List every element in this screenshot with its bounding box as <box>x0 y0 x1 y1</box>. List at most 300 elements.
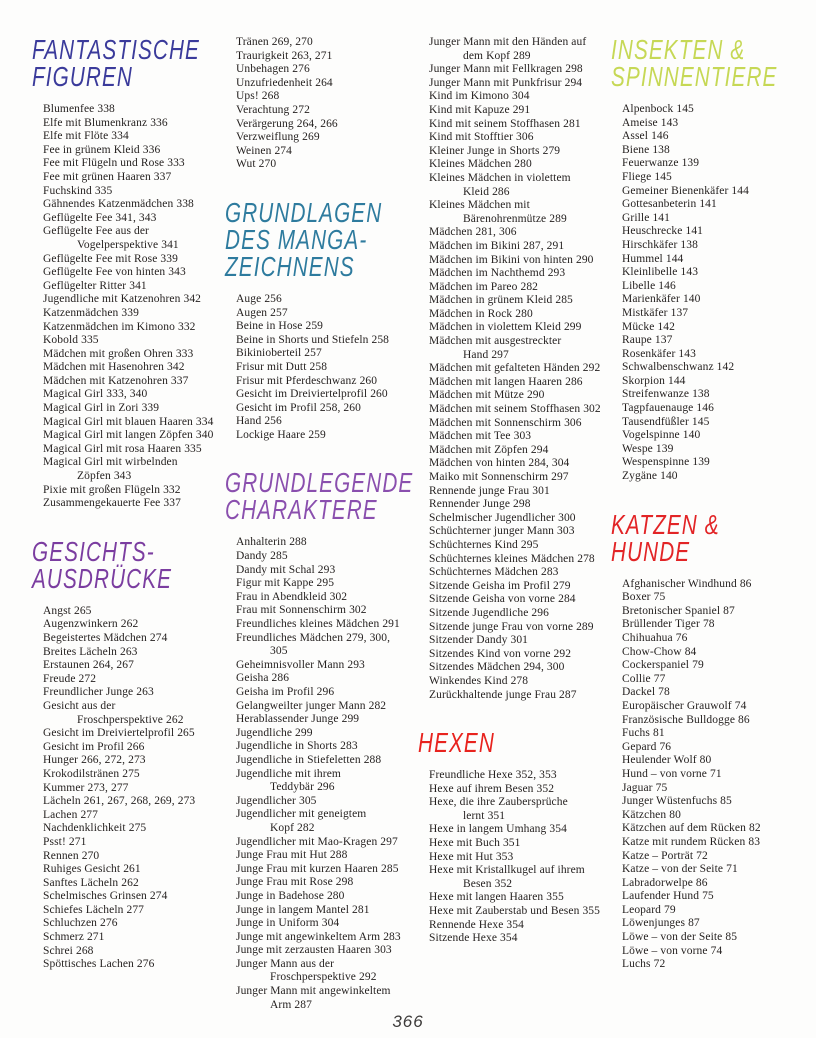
entry-pages: 305 <box>298 794 317 807</box>
index-entry <box>236 863 408 877</box>
entry-label: Gesicht im Dreiviertelprofil <box>236 388 368 401</box>
index-entry <box>622 429 794 443</box>
entry-pages: 263 <box>136 686 154 699</box>
index-entry <box>429 566 601 580</box>
entry-label: Schüchternes Mädchen <box>429 566 538 579</box>
entry-pages: 264, 267 <box>92 659 134 672</box>
entry-label: Lockige Haare <box>236 428 306 441</box>
index-entry <box>622 877 794 891</box>
index-entry <box>622 809 794 823</box>
entry-pages: 85 <box>725 931 738 944</box>
index-entry <box>43 361 215 375</box>
entry-label: Junge mit angewinkeltem Arm <box>236 930 381 943</box>
entry-pages: 293 <box>547 267 566 280</box>
index-entry <box>43 673 215 687</box>
entry-label: Junger Mann mit Fellkragen <box>429 63 563 76</box>
index-entry <box>43 266 215 280</box>
entry-label: Junger Wüstenfuchs <box>622 795 718 808</box>
entry-pages: 261 <box>123 863 141 876</box>
entry-pages: 76 <box>659 740 672 753</box>
entry-pages: 265 <box>177 727 195 740</box>
entry-label: Traurigkeit <box>236 49 289 62</box>
entry-pages: 271 <box>68 835 87 848</box>
index-entry <box>429 321 601 335</box>
index-entry <box>429 837 601 851</box>
entry-label: Hexe mit Hut <box>429 850 493 863</box>
entry-pages: 353 <box>495 850 514 863</box>
index-entry <box>622 958 794 972</box>
section-heading <box>611 508 794 567</box>
entry-label: Zusammengekauerte Fee <box>43 497 161 510</box>
entry-pages: 139 <box>692 456 710 469</box>
index-entry <box>236 904 408 918</box>
index-entry <box>43 836 215 850</box>
index-entry <box>429 471 601 485</box>
entry-pages: 75 <box>653 591 666 604</box>
entry-label: Frau mit Sonnenschirm <box>236 604 347 617</box>
entry-label: Fliege <box>622 170 652 183</box>
index-entry <box>622 348 794 362</box>
entry-label: Rosenkäfer <box>622 347 676 360</box>
index-entry <box>236 727 408 741</box>
entry-label: Jugendliche mit ihrem Teddybär <box>236 767 341 794</box>
index-entry <box>622 185 794 199</box>
entry-pages: 355 <box>582 905 601 918</box>
entry-pages: 335 <box>81 334 99 347</box>
index-entry <box>429 226 601 240</box>
entry-label: Rennender Junge <box>429 498 511 511</box>
index-entry <box>43 754 215 768</box>
entry-pages: 333 <box>175 347 194 360</box>
entry-label: Wespenspinne <box>622 456 690 469</box>
entry-pages: 258 <box>309 360 328 373</box>
entry-label: Gemeiner Bienenkäfer <box>622 184 729 197</box>
index-entry <box>429 512 601 526</box>
entry-pages: 279 <box>542 144 561 157</box>
entry-pages: 287 <box>294 998 312 1011</box>
index-entry <box>43 741 215 755</box>
entry-pages: 283 <box>540 566 559 579</box>
entry-pages: 292 <box>359 971 377 984</box>
entry-pages: 288 <box>289 536 307 549</box>
index-column-2 <box>225 36 414 1012</box>
section-heading-line: GESICHTS- <box>32 535 155 567</box>
page-footer <box>34 1012 796 1038</box>
entry-label: Elfe mit Blumenkranz <box>43 116 148 129</box>
index-entry <box>43 497 215 511</box>
entry-pages: 74 <box>710 944 723 957</box>
index-entry <box>429 430 601 444</box>
entry-pages: 83 <box>748 835 761 848</box>
entry-label: Mädchen im Nachthemd <box>429 267 545 280</box>
entry-label: Augenzwinkern <box>43 618 118 631</box>
entry-label: Begeistertes Mädchen <box>43 632 147 644</box>
index-entry <box>43 850 215 864</box>
entry-pages: 283 <box>340 740 358 753</box>
index-entry <box>429 281 601 295</box>
entry-pages: 355 <box>546 891 564 904</box>
entry-pages: 137 <box>654 334 673 347</box>
index-entry <box>43 375 215 389</box>
entry-label: Kätzchen <box>622 808 667 821</box>
entry-label: Geisha <box>236 672 269 685</box>
entry-label: Frau in Abendkleid <box>236 590 327 603</box>
entry-label: Wut <box>236 158 256 171</box>
entry-pages: 269, 270 <box>271 36 313 48</box>
entry-pages: 140 <box>660 470 678 483</box>
entry-label: Junge in langem Mantel <box>236 903 350 916</box>
index-entry <box>429 240 601 254</box>
entry-label: Streifenwanze <box>622 388 690 401</box>
entry-pages: 261, 267, 268, 269, 273 <box>83 795 196 808</box>
entry-label: Ruhiges Gesicht <box>43 863 121 876</box>
entry-list <box>613 578 794 972</box>
entry-label: Grille <box>622 211 650 224</box>
index-entry <box>236 550 408 564</box>
entry-label: Bikinioberteil <box>236 347 302 360</box>
entry-pages: 284, 304 <box>528 457 570 470</box>
entry-pages: 79 <box>692 659 704 672</box>
entry-pages: 304 <box>321 917 340 930</box>
index-entry <box>429 254 601 268</box>
entry-pages: 300 <box>558 511 576 524</box>
index-entry <box>43 225 215 252</box>
entry-pages: 78 <box>658 686 670 699</box>
entry-pages: 141 <box>685 225 704 238</box>
index-entry <box>429 932 601 946</box>
index-entry <box>236 104 408 118</box>
entry-pages: 139 <box>655 442 674 455</box>
index-entry <box>43 429 215 443</box>
entry-label: Katzenmädchen im Kimono <box>43 320 175 333</box>
index-entry <box>43 686 215 700</box>
entry-pages: 138 <box>680 238 698 251</box>
entry-list <box>227 36 408 172</box>
entry-pages: 260 <box>359 374 378 387</box>
entry-pages: 351 <box>487 809 506 822</box>
entry-pages: 269 <box>302 131 320 144</box>
entry-label: Blumenfee <box>43 103 95 115</box>
index-entry <box>43 293 215 307</box>
entry-pages: 274 <box>274 144 292 157</box>
entry-pages: 257 <box>304 347 322 360</box>
entry-label: Magical Girl in Zori <box>43 402 139 415</box>
entry-pages: 279, 300, 305 <box>270 631 391 658</box>
entry-label: Kleinlibelle <box>622 266 678 279</box>
entry-pages: 86 <box>739 577 752 590</box>
index-entry <box>429 580 601 594</box>
entry-pages: 137 <box>670 306 689 319</box>
section-heading-line: CHARAKTERE <box>225 494 378 526</box>
index-entry <box>236 361 408 375</box>
entry-label: Freundliches Mädchen <box>236 631 344 644</box>
entry-label: Kind mit Stofftier <box>429 131 514 144</box>
index-entry <box>429 864 601 891</box>
entry-label: Schüchternes kleines Mädchen <box>429 552 575 565</box>
entry-pages: 279 <box>553 579 571 592</box>
entry-pages: 270 <box>81 849 100 862</box>
entry-list <box>227 536 408 1012</box>
entry-label: Geflügelte Fee <box>43 211 113 224</box>
entry-pages: 291 <box>382 618 400 631</box>
entry-pages: 292 <box>582 362 601 375</box>
entry-pages: 339 <box>141 402 160 415</box>
entry-pages: 299 <box>341 713 360 726</box>
entry-pages: 76 <box>675 632 688 644</box>
index-entry <box>622 863 794 877</box>
index-entry <box>43 605 215 619</box>
entry-pages: 306 <box>516 131 534 144</box>
entry-pages: 286 <box>271 672 290 685</box>
index-entry <box>622 686 794 700</box>
entry-label: Junge in Badehose <box>236 889 324 902</box>
entry-label: Gottesanbeterin <box>622 198 697 211</box>
entry-label: Breites Lächeln <box>43 645 117 658</box>
entry-pages: 303 <box>513 430 532 443</box>
entry-pages: 75 <box>655 781 668 794</box>
index-entry <box>43 157 215 171</box>
entry-label: Laufender Hund <box>622 890 700 903</box>
entry-label: Kind im Kimono <box>429 90 509 103</box>
index-entry <box>236 768 408 795</box>
entry-label: Löwe – von vorne <box>622 944 708 957</box>
entry-label: Jugendlicher mit Mao-Kragen <box>236 835 378 848</box>
index-entry <box>236 429 408 443</box>
entry-label: Katze – von der Seite <box>622 863 724 876</box>
entry-label: Winkendes Kind <box>429 674 508 687</box>
index-entry <box>43 321 215 335</box>
entry-label: Jugendliche mit Katzenohren <box>43 293 181 306</box>
index-entry <box>236 388 408 402</box>
index-entry <box>236 50 408 64</box>
entry-pages: 262 <box>166 713 184 726</box>
entry-pages: 146 <box>658 279 676 292</box>
entry-list <box>227 293 408 443</box>
entry-pages: 352 <box>536 782 555 795</box>
index-entry <box>236 118 408 132</box>
entry-pages: 87 <box>688 917 700 930</box>
index-column-3 <box>420 36 601 946</box>
entry-pages: 146 <box>651 130 669 143</box>
entry-label: Mädchen von hinten <box>429 457 526 470</box>
index-entry <box>622 361 794 375</box>
entry-pages: 334 <box>111 130 129 143</box>
section-heading-line: AUSDRÜCKE <box>32 562 173 594</box>
entry-pages: 78 <box>702 618 715 631</box>
entry-pages: 144 <box>667 374 686 387</box>
entry-label: Ups! <box>236 90 259 103</box>
entry-pages: 289 <box>549 212 567 225</box>
entry-pages: 302 <box>583 403 601 416</box>
entry-pages: 296 <box>531 606 549 619</box>
entry-label: Gesicht im Dreiviertelprofil <box>43 727 175 740</box>
index-entry <box>622 225 794 239</box>
index-entry <box>622 659 794 673</box>
entry-label: Psst! <box>43 835 66 848</box>
index-entry <box>429 851 601 865</box>
entry-pages: 140 <box>682 429 701 442</box>
entry-pages: 341, 343 <box>115 211 157 224</box>
entry-pages: 72 <box>696 849 708 862</box>
index-entry <box>622 836 794 850</box>
entry-label: Magical Girl mit langen Zöpfen <box>43 429 193 442</box>
entry-pages: 306 <box>564 416 582 429</box>
entry-pages: 303 <box>557 525 575 538</box>
entry-label: Sitzendes Kind von vorne <box>429 647 551 660</box>
index-entry <box>429 485 601 499</box>
index-entry <box>622 198 794 212</box>
entry-label: Schüchterner junger Mann <box>429 525 555 538</box>
entry-label: Sanftes Lächeln <box>43 876 119 889</box>
index-entry <box>622 402 794 416</box>
index-entry <box>622 850 794 864</box>
entry-pages: 336 <box>142 143 161 156</box>
entry-label: Chihuahua <box>622 632 673 644</box>
entry-label: Bretonischer Spaniel <box>622 604 721 617</box>
section-heading <box>32 36 215 90</box>
entry-pages: 266 <box>126 740 145 753</box>
entry-label: Tagpfauenauge <box>622 402 694 415</box>
entry-pages: 293 <box>317 563 336 576</box>
index-entry <box>43 388 215 402</box>
index-entry <box>429 172 601 199</box>
index-entry <box>622 673 794 687</box>
index-entry <box>429 308 601 322</box>
entry-pages: 82 <box>748 822 761 835</box>
entry-label: Elfe mit Flöte <box>43 130 109 143</box>
entry-label: Verachtung <box>236 103 290 116</box>
entry-pages: 262 <box>121 876 139 889</box>
entry-label: Hexe in langem Umhang <box>429 823 547 836</box>
entry-pages: 141 <box>699 198 717 211</box>
entry-label: Raupe <box>622 334 652 347</box>
entry-label: Fee mit grünen Haaren <box>43 170 151 183</box>
index-entry <box>43 646 215 660</box>
entry-pages: 291 <box>512 103 531 116</box>
entry-label: Hexe mit langen Haaren <box>429 891 544 904</box>
index-entry <box>236 985 408 1012</box>
entry-label: Löwenjunges <box>622 917 686 930</box>
index-entry <box>236 836 408 850</box>
index-entry <box>236 917 408 931</box>
entry-pages: 341 <box>129 279 147 292</box>
entry-label: Tausendfüßler <box>622 415 689 428</box>
entry-label: Verärgerung <box>236 117 294 130</box>
entry-label: Geflügelte Fee mit Rose <box>43 252 158 265</box>
entry-pages: 145 <box>691 415 710 428</box>
index-entry <box>236 740 408 754</box>
section-heading-line: INSEKTEN & <box>611 34 746 65</box>
entry-pages: 285 <box>270 550 288 563</box>
entry-pages: 352 <box>494 877 513 890</box>
entry-pages: 290 <box>575 253 594 266</box>
entry-label: Junge Frau mit Hut <box>236 849 327 862</box>
index-column-4 <box>613 36 794 972</box>
entry-label: Schwalbenschwanz <box>622 361 714 374</box>
entry-pages: 352, 353 <box>515 769 557 782</box>
entry-pages: 288 <box>329 849 348 862</box>
index-entry <box>236 659 408 673</box>
entry-label: Tränen <box>236 36 269 48</box>
index-entry <box>43 402 215 416</box>
section-heading-line: ZEICHNENS <box>225 250 355 282</box>
entry-pages: 139 <box>681 157 700 170</box>
entry-label: Mädchen mit seinem Stoffhasen <box>429 403 581 416</box>
index-entry <box>622 253 794 267</box>
entry-label: Junger Mann mit Punkfrisur <box>429 76 562 89</box>
entry-label: Katze – Porträt <box>622 849 694 862</box>
entry-label: Geheimnisvoller Mann <box>236 658 345 671</box>
index-entry <box>43 144 215 158</box>
index-entry <box>236 77 408 91</box>
entry-label: Heulender Wolf <box>622 754 697 767</box>
entry-pages: 264, 266 <box>296 117 338 130</box>
entry-pages: 142 <box>716 361 735 374</box>
entry-label: Hunger <box>43 754 79 767</box>
index-entry <box>429 417 601 431</box>
entry-pages: 298 <box>335 876 354 889</box>
entry-label: Verzweiflung <box>236 131 300 144</box>
section-heading <box>611 36 794 90</box>
entry-label: Kleines Mädchen in violettem Kleid <box>429 171 571 198</box>
section-heading <box>225 467 414 526</box>
entry-label: Afghanischer Windhund <box>622 577 737 590</box>
index-entry <box>43 103 215 117</box>
index-entry <box>43 809 215 823</box>
entry-pages: 341 <box>161 238 179 251</box>
entry-label: Boxer <box>622 591 651 604</box>
entry-label: Mädchen mit Hasenohren <box>43 361 164 374</box>
entry-label: Hand <box>236 415 262 428</box>
index-entry <box>43 931 215 945</box>
entry-label: Libelle <box>622 279 656 292</box>
index-entry <box>622 646 794 660</box>
entry-pages: 276 <box>292 63 310 76</box>
entry-pages: 77 <box>653 672 666 685</box>
entry-pages: 262 <box>120 618 139 631</box>
entry-pages: 258 <box>371 333 390 346</box>
entry-label: Luchs <box>622 958 651 971</box>
entry-pages: 303 <box>374 944 392 957</box>
entry-pages: 140 <box>682 293 701 306</box>
entry-pages: 74 <box>734 699 747 712</box>
entry-pages: 258, 260 <box>319 401 361 414</box>
index-entry <box>429 634 601 648</box>
index-entry <box>43 253 215 267</box>
index-entry <box>236 375 408 389</box>
entry-pages: 274 <box>149 890 168 903</box>
entry-pages: 278 <box>577 552 595 565</box>
section-heading-line: GRUNDLAGEN <box>225 196 383 228</box>
entry-label: Hexe, die ihre Zaubersprüche lernt <box>429 796 568 822</box>
entry-pages: 296 <box>317 781 335 794</box>
index-entry <box>236 632 408 659</box>
index-entry <box>429 783 601 797</box>
index-entry <box>43 416 215 430</box>
entry-label: Auge <box>236 292 262 305</box>
index-entry <box>429 444 601 458</box>
entry-label: Europäischer Grauwolf <box>622 699 732 712</box>
index-entry <box>429 335 601 362</box>
entry-label: Jugendliche in Stiefeletten <box>236 753 361 766</box>
entry-pages: 292 <box>553 647 572 660</box>
index-entry <box>236 36 408 50</box>
entry-pages: 80 <box>699 754 712 767</box>
index-entry <box>622 578 794 592</box>
index-entry <box>622 917 794 931</box>
entry-pages: 304 <box>512 90 530 103</box>
index-entry <box>622 103 794 117</box>
